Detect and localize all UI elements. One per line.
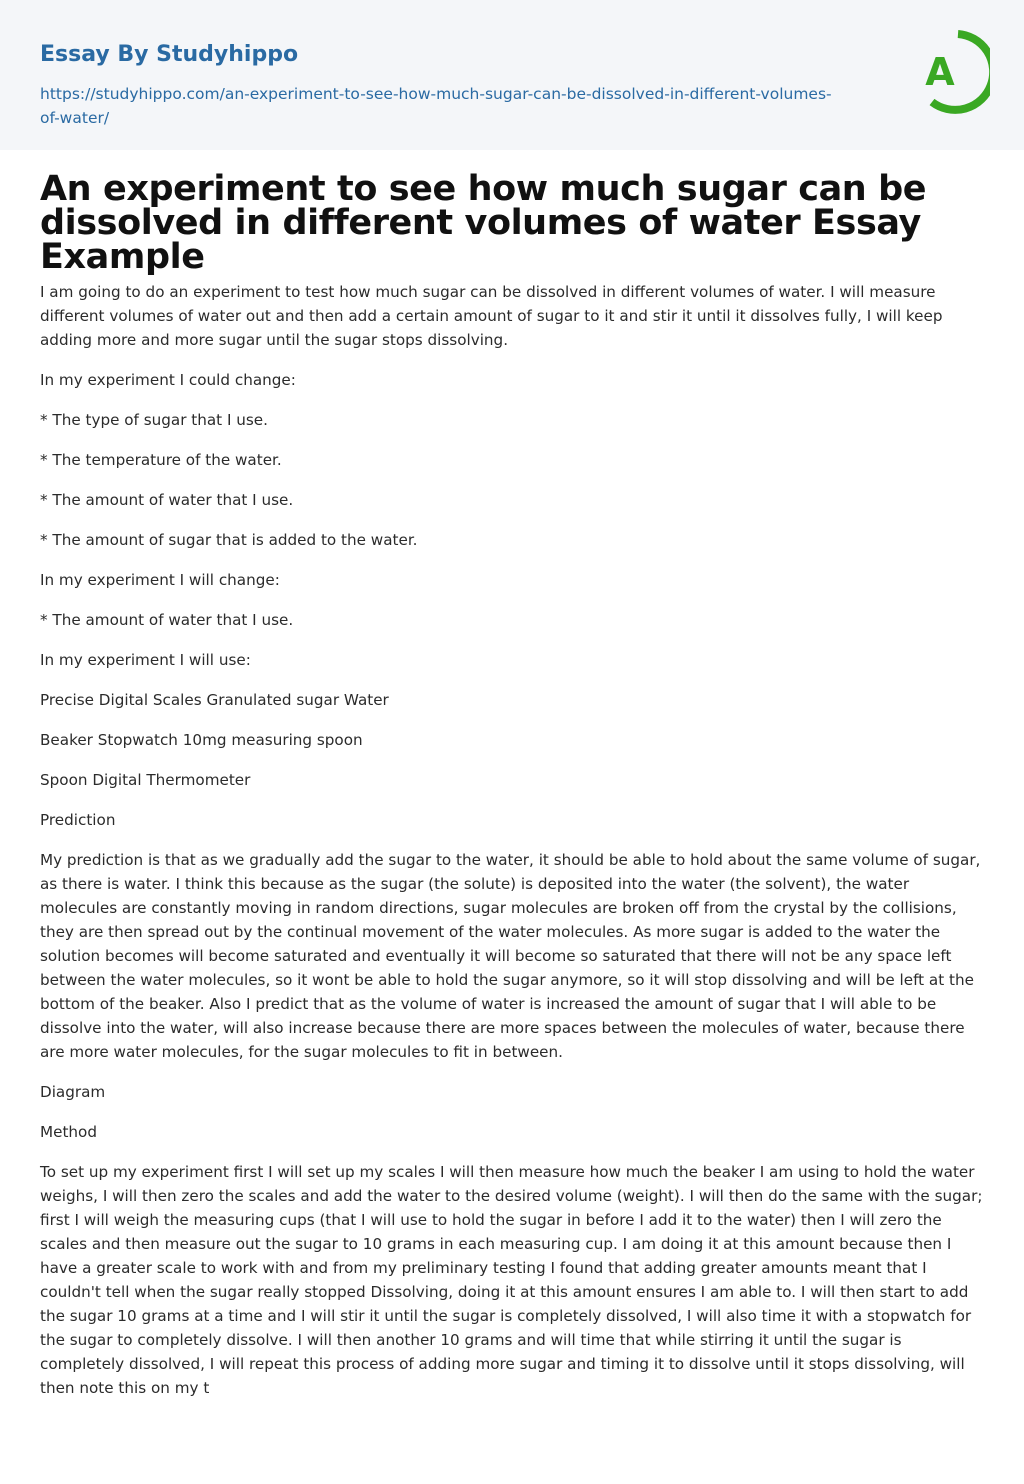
section-heading-method: Method <box>40 1123 97 1141</box>
logo-letter: A <box>925 50 955 94</box>
section-heading-diagram: Diagram <box>40 1083 106 1101</box>
section-heading-prediction: Prediction <box>40 811 116 829</box>
paragraph: In my experiment I will use: <box>40 651 251 669</box>
paragraph: To set up my experiment first I will set up my scales I will then measure how much the beaker I am using to hold the water weighs, I will then zero the scales and add the water to the desired volume (weight). I will then do the same with the sugar; first I will weigh the measuring cups (that I will use to hold the sugar in before I add it to the water) then I will zero the scales and then measure out the sugar to 10 grams in each measuring cup. I am doing it at this amount because then I have a greater scale to work with and from my preliminary testing I found that adding greater amounts meant that I couldn't tell when the sugar really stopped Dissolving, doing it at this amount ensures I am able to. I will then start to add the sugar 10 grams at a time and I will stir it until the sugar is completely dissolved, I will also time it with a stopwatch for the sugar to completely dissolve. I will then another 10 grams and will time that while stirring it until the sugar is completely dissolved, I will repeat this process of adding more sugar and timing it to dissolve until it stops dissolving, will then note this on my t <box>40 1163 983 1397</box>
paragraph: * The amount of water that I use. <box>40 611 294 629</box>
paragraph: I am going to do an experiment to test how much sugar can be dissolved in different volumes of water. I will measure different volumes of water out and then add a certain amount of sugar to it and stir it until it dissolves fully, I will keep adding more and more sugar until the sugar stops dissolving. <box>40 283 943 349</box>
site-header <box>0 0 1024 150</box>
paragraph: * The temperature of the water. <box>40 451 282 469</box>
paragraph: Beaker Stopwatch 10mg measuring spoon <box>40 731 363 749</box>
studyhippo-logo-icon[interactable] <box>906 26 990 118</box>
source-url-link[interactable]: https://studyhippo.com/an-experiment-to-see-how-much-sugar-can-be-dissolved-in-different-volumes-of-water/ <box>40 85 832 127</box>
article-title: An experiment to see how much sugar can be dissolved in different volumes of water Essay Example <box>40 169 927 277</box>
paragraph: * The type of sugar that I use. <box>40 411 268 429</box>
paragraph: Spoon Digital Thermometer <box>40 771 251 789</box>
paragraph: My prediction is that as we gradually add the sugar to the water, it should be able to hold about the same volume of sugar, as there is water. I think this because as the sugar (the solute) is deposited into the water (the solvent), the water molecules are constantly moving in random directions, sugar molecules are broken off from the crystal by the collisions, they are then spread out by the continual movement of the water molecules. As more sugar is added to the water the solution becomes will become saturated and eventually it will become so saturated that there will not be any space left between the water molecules, so it wont be able to hold the sugar anymore, so it will stop dissolving and will be left at the bottom of the beaker. Also I predict that as the volume of water is increased the amount of sugar that I will able to be dissolve into the water, will also increase because there are more spaces between the molecules of water, because there are more water molecules, for the sugar molecules to fit in between. <box>40 851 981 1061</box>
paragraph: Precise Digital Scales Granulated sugar Water <box>40 691 389 709</box>
paragraph: * The amount of water that I use. <box>40 491 294 509</box>
paragraph: In my experiment I could change: <box>40 371 296 389</box>
article <box>0 169 1024 1400</box>
paragraph: In my experiment I will change: <box>40 571 280 589</box>
brand-title[interactable]: Essay By Studyhippo <box>40 42 299 67</box>
paragraph: * The amount of sugar that is added to the water. <box>40 531 418 549</box>
